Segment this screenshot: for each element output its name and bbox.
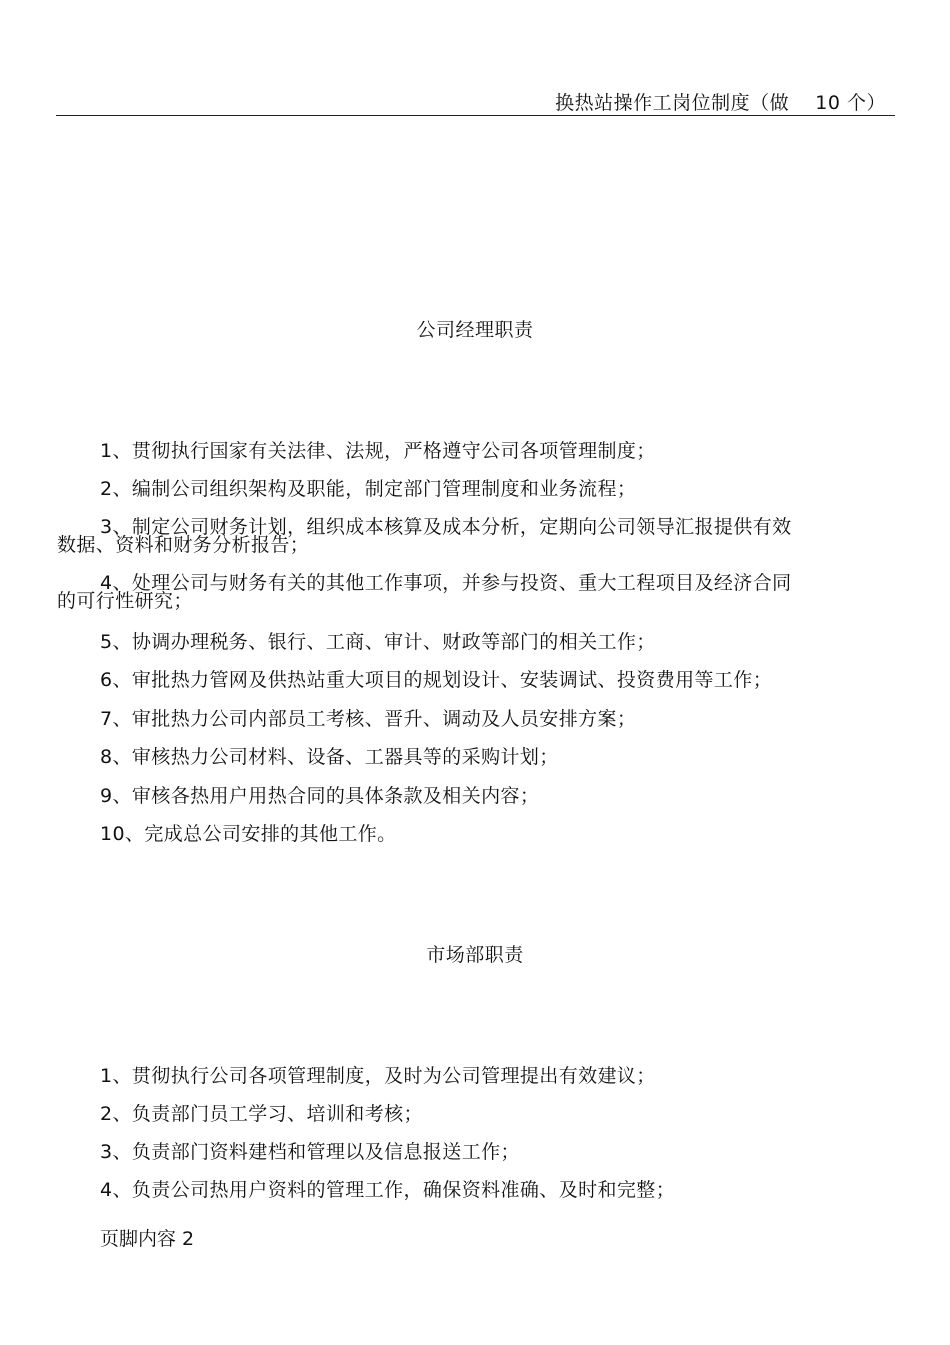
section-title-manager-duties: 公司经理职责 (416, 319, 534, 341)
list-item: 1、贯彻执行公司各项管理制度，及时为公司管理提出有效建议； (100, 1065, 656, 1087)
list-item: 1、贯彻执行国家有关法律、法规，严格遵守公司各项管理制度； (100, 440, 656, 462)
list-item: 5、协调办理税务、银行、工商、审计、财政等部门的相关工作； (100, 631, 656, 653)
list-item: 8、审核热力公司材料、设备、工器具等的采购计划； (100, 746, 559, 768)
list-item: 3、制定公司财务计划，组织成本核算及成本分析，定期向公司领导汇报提供有效 (100, 516, 792, 538)
page-header-title: 换热站操作工岗位制度（做 10 个） (555, 92, 886, 114)
list-item: 10、完成总公司安排的其他工作。 (100, 823, 397, 845)
page-footer: 页脚内容 2 (100, 1228, 195, 1250)
list-item: 7、审批热力公司内部员工考核、晋升、调动及人员安排方案； (100, 708, 637, 730)
list-item-continuation: 的可行性研究； (57, 590, 193, 612)
list-item: 6、审批热力管网及供热站重大项目的规划设计、安装调试、投资费用等工作； (100, 669, 773, 691)
header-divider (56, 115, 895, 116)
list-item: 4、处理公司与财务有关的其他工作事项，并参与投资、重大工程项目及经济合同 (100, 572, 792, 594)
list-item: 4、负责公司热用户资料的管理工作，确保资料准确、及时和完整； (100, 1179, 676, 1201)
list-item-continuation: 数据、资料和财务分析报告； (57, 534, 310, 556)
list-item: 3、负责部门资料建档和管理以及信息报送工作； (100, 1141, 520, 1163)
list-item: 2、编制公司组织架构及职能，制定部门管理制度和业务流程； (100, 478, 637, 500)
list-item: 2、负责部门员工学习、培训和考核； (100, 1103, 423, 1125)
section-title-marketing-duties: 市场部职责 (426, 944, 524, 966)
list-item: 9、审核各热用户用热合同的具体条款及相关内容； (100, 785, 540, 807)
